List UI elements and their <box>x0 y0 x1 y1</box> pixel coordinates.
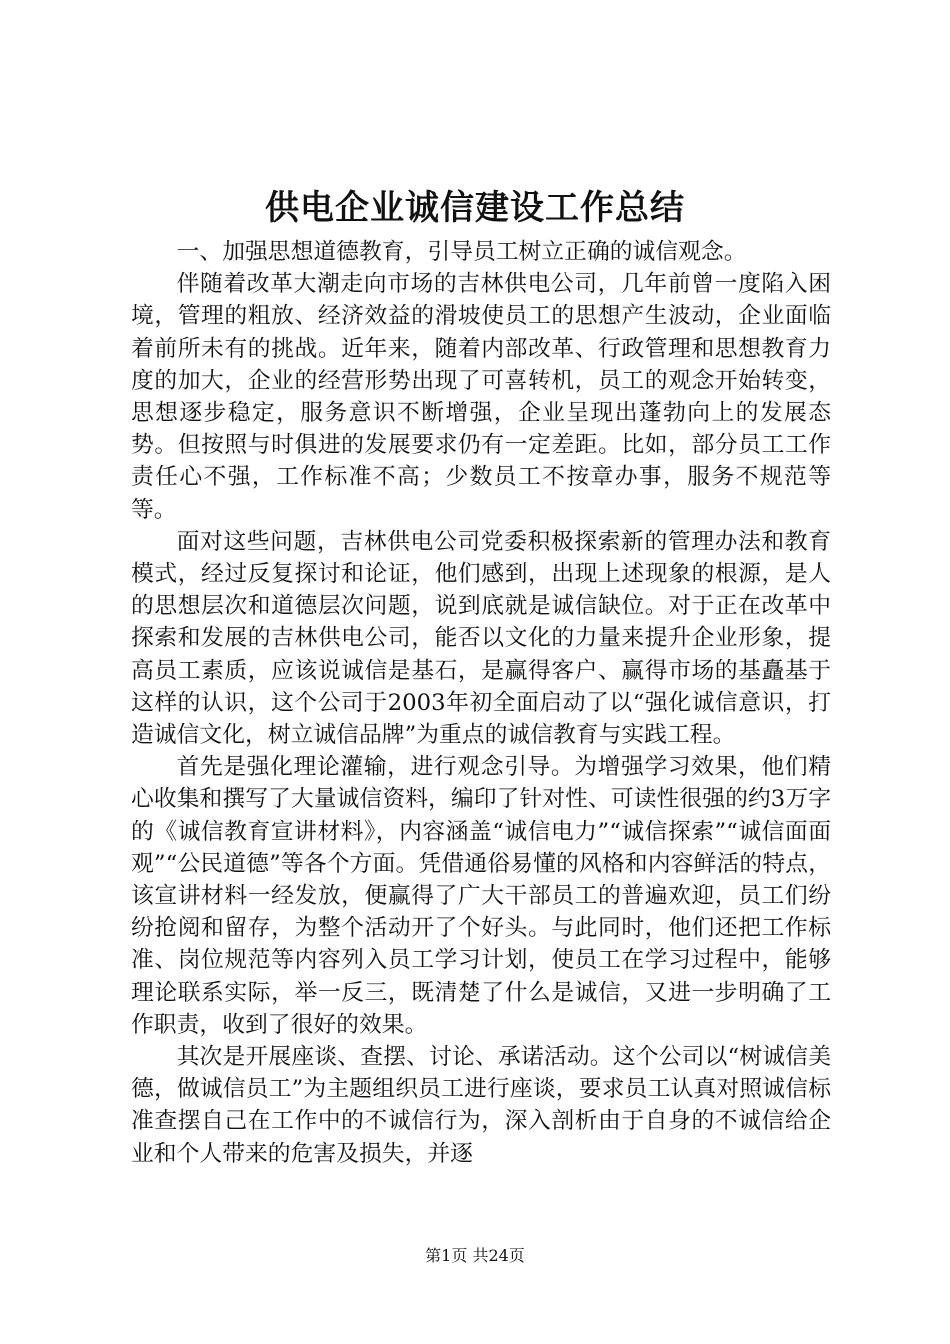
body-paragraph: 伴随着改革大潮走向市场的吉林供电公司，几年前曾一度陷入困境，管理的粗放、经济效益的滑坡使员工的思想产生波动，企业面临着前所未有的挑战。近年来，随着内部改革、行政管理和思想教育力度的加大，企业的经营形势出现了可喜转机，员工的观念开始转变，思想逐步稳定，服务意识不断增强，企业呈现出蓬勃向上的发展态势。但按照与时俱进的发展要求仍有一定差距。比如，部分员工工作责任心不强，工作标准不高；少数员工不按章办事，服务不规范等等。 <box>131 271 831 523</box>
body-paragraph: 面对这些问题，吉林供电公司党委积极探索新的管理办法和教育模式，经过反复探讨和论证，他们感到，出现上述现象的根源，是人的思想层次和道德层次问题，说到底就是诚信缺位。对于正在改革中探索和发展的吉林供电公司，能否以文化的力量来提升企业形象，提高员工素质，应该说诚信是基石，是赢得客户、赢得市场的基矗基于这样的认识，这个公司于2003年初全面启动了以“强化诚信意识，打造诚信文化，树立诚信品牌”为重点的诚信教育与实践工程。 <box>131 528 831 749</box>
body-paragraph: 其次是开展座谈、查摆、讨论、承诺活动。这个公司以“树诚信美德，做诚信员工”为主题组织员工进行座谈，要求员工认真对照诚信标准查摆自己在工作中的不诚信行为，深入剖析由于自身的不诚信给企业和个人带来的危害及损失，并逐 <box>131 1044 831 1167</box>
document-body <box>131 236 831 1170</box>
document-title: 供电企业诚信建设工作总结 <box>265 188 685 228</box>
body-paragraph: 首先是强化理论灌输，进行观念引导。为增强学习效果，他们精心收集和撰写了大量诚信资料，编印了针对性、可读性很强的约3万字的《诚信教育宣讲材料》，内容涵盖“诚信电力”“诚信探索”“诚信面面观”“公民道德”等各个方面。凭借通俗易懂的风格和内容鲜活的特点，该宣讲材料一经发放，便赢得了广大干部员工的普遍欢迎，员工们纷纷抢阅和留存，为整个活动开了个好头。与此同时，他们还把工作标准、岗位规范等内容列入员工学习计划，使员工在学习过程中，能够理论联系实际，举一反三，既清楚了什么是诚信，又进一步明确了工作职责，收到了很好的效果。 <box>131 754 831 1038</box>
page-footer: 第1页 共24页 <box>425 1246 525 1265</box>
section-heading: 一、加强思想道德教育，引导员工树立正确的诚信观念。 <box>176 239 747 265</box>
